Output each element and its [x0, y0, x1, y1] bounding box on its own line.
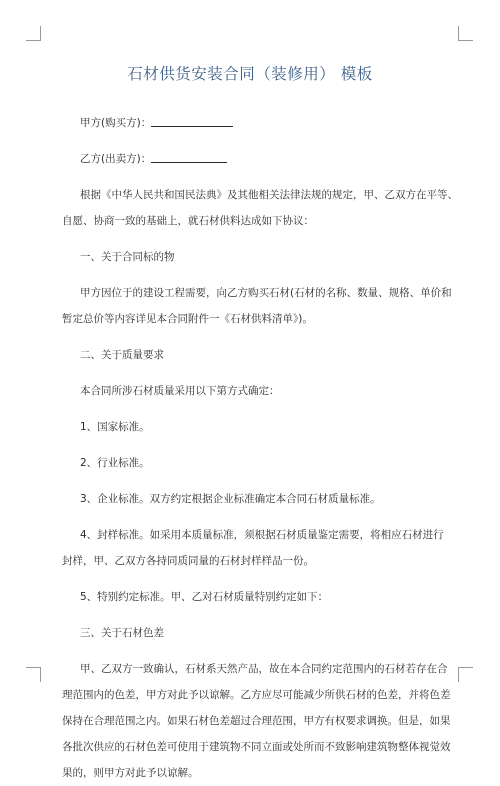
- section3-line-4: 各批次供应的石材色差可使用于建筑物不同立面或处所而不致影响建筑物整体视觉效: [62, 741, 451, 753]
- section2-item-4-line-1: 4、封样标准。如采用本质量标准，须根据石材质量鉴定需要，将相应石材进行: [80, 529, 444, 541]
- document-title: 石材供货安装合同（装修用） 模板: [127, 65, 373, 83]
- document-body: [62, 110, 458, 786]
- section2-item-5: 5、特别约定标准。甲、乙对石材质量特别约定如下：: [80, 591, 329, 603]
- section1-line-2: 暂定总价等内容详见本合同附件一《石材供料清单》)。: [62, 313, 313, 325]
- section2-item-2: 2、行业标准。: [80, 457, 150, 469]
- party-a-blank[interactable]: [151, 114, 233, 127]
- section3-line-1: 甲、乙双方一致确认，石材系天然产品，故在本合同约定范围内的石材若存在合: [80, 663, 448, 675]
- party-a-line: [62, 110, 440, 136]
- party-b-line: [62, 146, 440, 172]
- crop-mark-bottom-left: [26, 667, 41, 682]
- section1-heading: 一、关于合同标的物: [80, 251, 175, 263]
- section2-item-1: 1、国家标准。: [80, 421, 150, 433]
- section1-line-1: 甲方因位于的建设工程需要，向乙方购买石材(石材的名称、数量、规格、单价和: [80, 287, 452, 299]
- section3-heading: 三、关于石材色差: [80, 627, 164, 639]
- party-b-label: 乙方(出卖方)：: [80, 153, 152, 165]
- section3-line-5: 果的，则甲方对此予以谅解。: [62, 767, 199, 779]
- crop-mark-bottom-right: [458, 667, 473, 682]
- party-a-label: 甲方(购买方)：: [80, 117, 152, 129]
- section3-line-2: 理范围内的色差，甲方对此予以谅解。乙方应尽可能减少所供石材的色差，并将色差: [62, 689, 451, 701]
- section2-intro: 本合同所涉石材质量采用以下第方式确定：: [80, 385, 280, 397]
- intro-line-2: 自愿、协商一致的基础上，就石材供料达成如下协议：: [62, 215, 314, 227]
- party-b-blank[interactable]: [151, 150, 227, 163]
- section2-heading: 二、关于质量要求: [80, 349, 164, 361]
- section3-line-3: 保持在合理范围之内。如果石材色差超过合理范围，甲方有权要求调换。但是，如果: [62, 715, 451, 727]
- crop-mark-top-right: [458, 26, 473, 41]
- intro-line-1: 根据《中华人民共和国民法典》及其他相关法律法规的规定，甲、乙双方在平等、: [80, 189, 458, 201]
- section2-item-3: 3、企业标准。双方约定根据企业标准确定本合同石材质量标准。: [80, 493, 381, 505]
- crop-mark-top-left: [26, 26, 41, 41]
- section2-item-4-line-2: 封样，甲、乙双方各持同质同量的石材封样样品一份。: [62, 555, 314, 567]
